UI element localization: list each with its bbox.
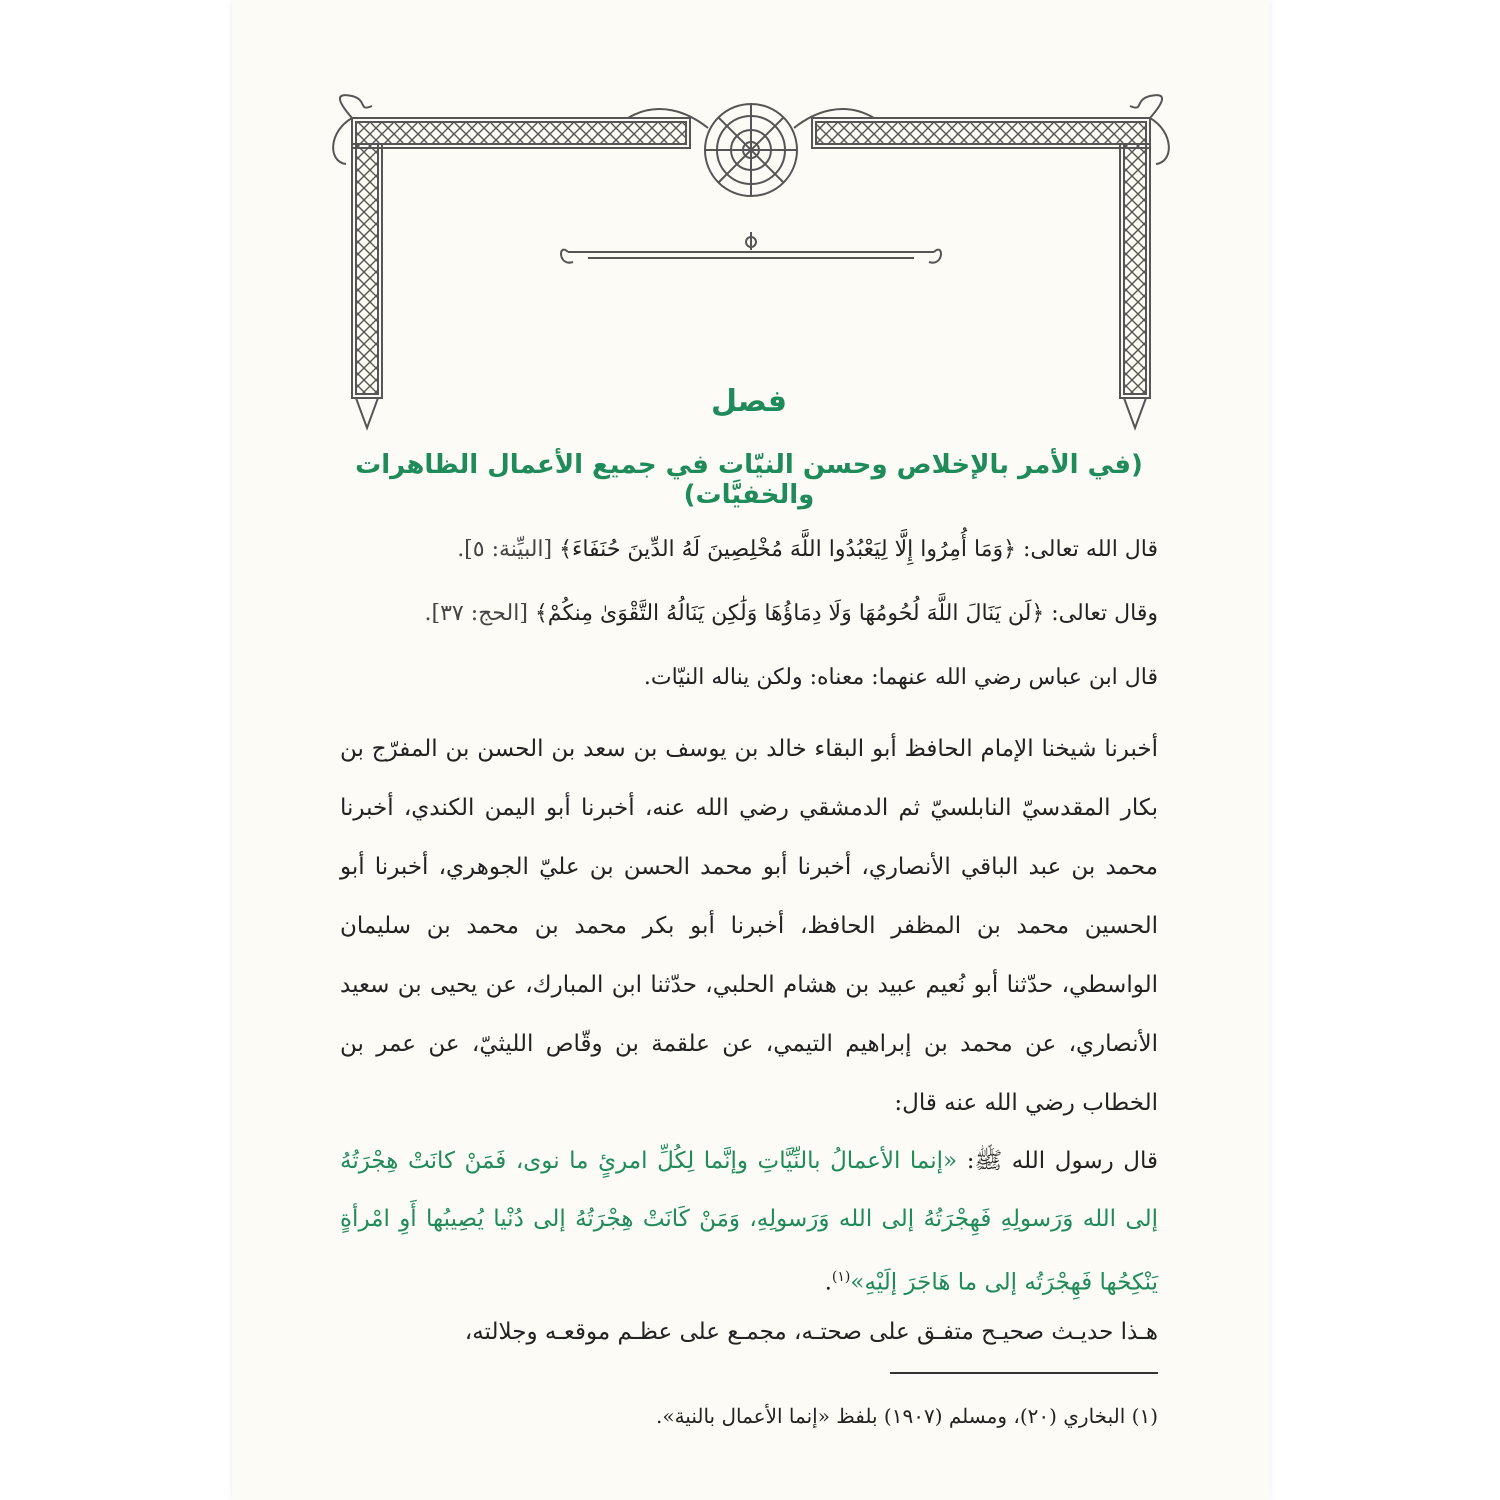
footnote-divider: [890, 1372, 1158, 1374]
chapter-title: فصل: [711, 384, 787, 419]
verse-1: [340, 532, 1158, 568]
footnote: (١) البخاري (٢٠)، ومسلم (١٩٠٧) بلفظ «إنما الأعمال بالنية».: [655, 1404, 1158, 1428]
verse-lead: وقال تعالى:: [1044, 601, 1158, 626]
verse-lead: قال الله تعالى:: [1016, 537, 1158, 562]
verse-reference: [الحج: ٣٧].: [424, 601, 535, 626]
hadith-end: .: [824, 1269, 832, 1296]
verse-text: ﴿وَمَا أُمِرُوا إِلَّا لِيَعْبُدُوا اللَّهَ مُخْلِصِينَ لَهُ الدِّينَ حُنَفَاءَ﴾: [559, 537, 1017, 562]
verse-reference: [البيِّنة: ٥].: [457, 537, 560, 562]
verse-text: ﴿لَن يَنَالَ اللَّهَ لُحُومُهَا وَلَا دِمَاؤُهَا وَلَٰكِن يَنَالُهُ التَّقْوَىٰ مِنكُمْ﴾: [534, 601, 1045, 626]
ornament-frame-icon: [328, 92, 1174, 432]
hadith-paragraph: [340, 1132, 1158, 1312]
chapter-subtitle: (في الأمر بالإخلاص وحسن النيّات في جميع الأعمال الظاهرات والخفيَّات): [355, 450, 1143, 510]
hadith-text: «إنما الأعمالُ بالنِّيَّاتِ وإنَّما لِكُلِّ امرئٍ ما نوى، فَمَنْ كانَتْ هِجْرَتُهُ إلى الله وَرَسولِهِ فَهِجْرَتُهُ إلى الله وَرَسولِهِ، وَمَنْ كَانَتْ هِجْرَتُهُ إلى دُنْيا يُصِيبُها أَوِ امْرأةٍ يَنْكِحُها فَهِجْرَتُه إلى ما هَاجَرَ إلَيْهِ»: [340, 1148, 1158, 1296]
sahih-paragraph: هـذا حديـث صحيـح متفـق على صحتـه، مجمـع على عظـم موقعـه وجلالته،: [464, 1319, 1158, 1345]
hadith-lead: قال رسول الله ﷺ:: [957, 1148, 1158, 1174]
footnote-marker: (١): [831, 1269, 851, 1285]
ibn-abbas-paragraph: قال ابن عباس رضي الله عنهما: معناه: ولكن يناله النيّات.: [643, 665, 1158, 690]
verse-2: [340, 596, 1158, 632]
isnad-paragraph: أخبرنا شيخنا الإمام الحافظ أبو البقاء خالد بن يوسف بن سعد بن الحسن بن المفرّج بن بكار المقدسيّ النابلسيّ ثم الدمشقي رضي الله عنه، أخبرنا أبو اليمن الكندي، أخبرنا محمد بن عبد الباقي الأنصاري، أخبرنا أبو محمد الحسن بن عليّ الجوهري، أخبرنا أبو الحسين محمد بن المظفر الحافظ، أخبرنا أبو بكر محمد بن محمد بن سليمان الواسطي، حدّثنا أبو نُعيم عبيد بن هشام الحلبي، حدّثنا ابن المبارك، عن يحيى بن سعيد الأنصاري، عن محمد بن إبراهيم التيمي، عن علقمة بن وقّاص الليثيّ، عن عمر بن الخطاب رضي الله عنه قال:: [340, 736, 1159, 1116]
